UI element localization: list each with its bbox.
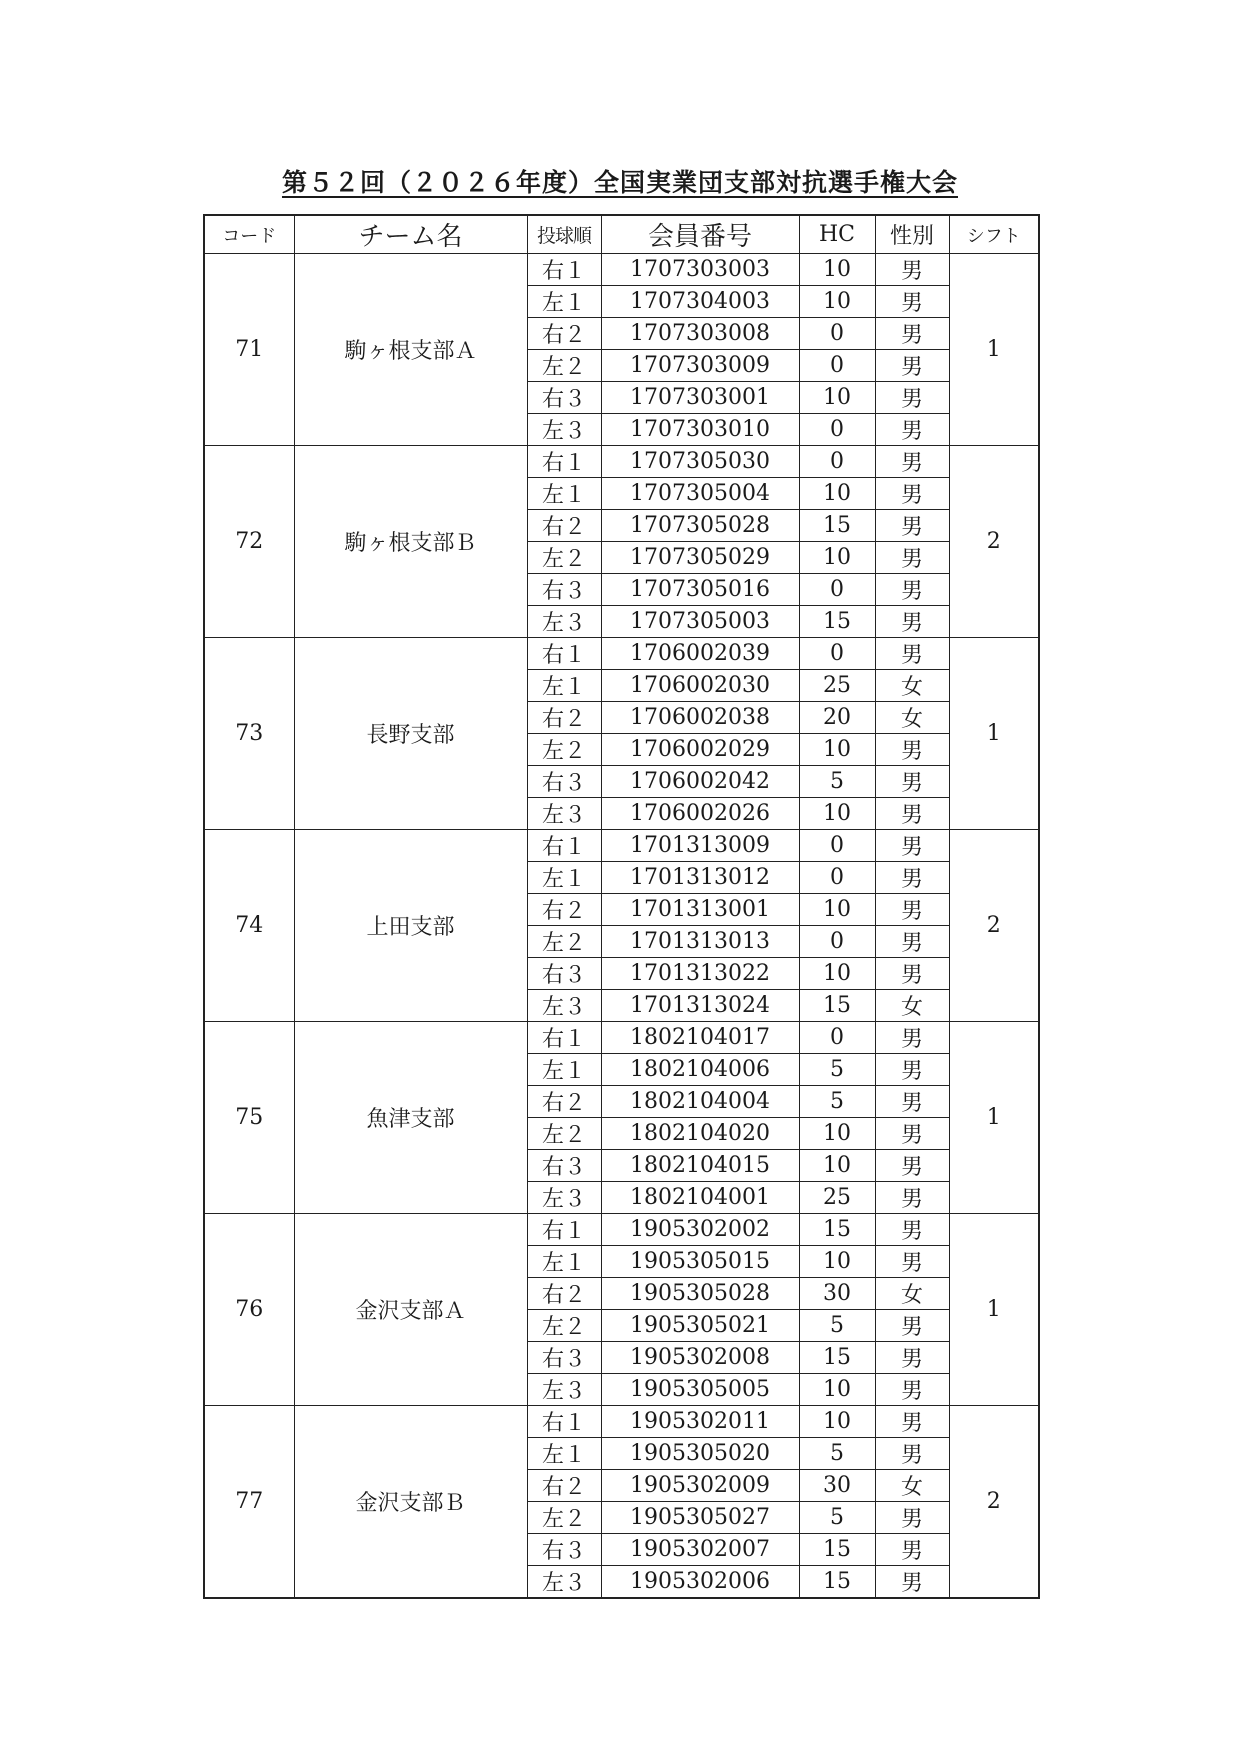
bowling-order: 右３: [527, 1150, 601, 1182]
bowling-order: 右２: [527, 510, 601, 542]
bowling-order: 左１: [527, 862, 601, 894]
member-number: 1905305015: [601, 1246, 799, 1278]
member-number: 1802104015: [601, 1150, 799, 1182]
sex: 男: [875, 542, 949, 574]
handicap: 5: [799, 766, 875, 798]
team-name: 長野支部: [294, 638, 527, 830]
handicap: 10: [799, 734, 875, 766]
member-number: 1905305027: [601, 1502, 799, 1534]
member-number: 1802104001: [601, 1182, 799, 1214]
team-name: 魚津支部: [294, 1022, 527, 1214]
bowling-order: 右１: [527, 1214, 601, 1246]
handicap: 15: [799, 606, 875, 638]
sex: 男: [875, 606, 949, 638]
handicap: 10: [799, 1150, 875, 1182]
member-number: 1707303001: [601, 382, 799, 414]
sex: 男: [875, 1150, 949, 1182]
sex: 男: [875, 1214, 949, 1246]
sex: 男: [875, 1022, 949, 1054]
sex: 男: [875, 510, 949, 542]
header-sex: 性別: [875, 215, 949, 254]
team-code: 72: [204, 446, 294, 638]
header-bowling-order: 投球順: [527, 215, 601, 254]
sex: 男: [875, 862, 949, 894]
sex: 男: [875, 382, 949, 414]
sex: 男: [875, 1502, 949, 1534]
sex: 男: [875, 1374, 949, 1406]
sex: 男: [875, 318, 949, 350]
member-number: 1905302008: [601, 1342, 799, 1374]
bowling-order: 左２: [527, 350, 601, 382]
member-number: 1701313009: [601, 830, 799, 862]
member-number: 1706002039: [601, 638, 799, 670]
member-number: 1707303003: [601, 254, 799, 286]
team-name: 駒ヶ根支部Ａ: [294, 254, 527, 446]
table-row: [204, 1406, 1039, 1438]
bowling-order: 左３: [527, 1182, 601, 1214]
bowling-order: 左１: [527, 478, 601, 510]
bowling-order: 左３: [527, 990, 601, 1022]
member-number: 1905302009: [601, 1470, 799, 1502]
sex: 女: [875, 702, 949, 734]
member-number: 1706002042: [601, 766, 799, 798]
handicap: 5: [799, 1054, 875, 1086]
bowling-order: 左１: [527, 670, 601, 702]
sex: 男: [875, 1342, 949, 1374]
handicap: 0: [799, 350, 875, 382]
member-number: 1905305028: [601, 1278, 799, 1310]
sex: 男: [875, 766, 949, 798]
team-code: 71: [204, 254, 294, 446]
sex: 男: [875, 926, 949, 958]
bowling-order: 左２: [527, 1118, 601, 1150]
sex: 女: [875, 670, 949, 702]
member-number: 1905302011: [601, 1406, 799, 1438]
sex: 男: [875, 254, 949, 286]
handicap: 0: [799, 862, 875, 894]
table-row: [204, 254, 1039, 286]
handicap: 10: [799, 286, 875, 318]
sex: 男: [875, 1246, 949, 1278]
team-name: 金沢支部Ｂ: [294, 1406, 527, 1599]
sex: 女: [875, 1470, 949, 1502]
handicap: 0: [799, 830, 875, 862]
header-handicap: HC: [799, 215, 875, 254]
bowling-order: 左１: [527, 1054, 601, 1086]
handicap: 5: [799, 1086, 875, 1118]
table-row: [204, 638, 1039, 670]
header-member-number: 会員番号: [601, 215, 799, 254]
member-number: 1905302007: [601, 1534, 799, 1566]
handicap: 10: [799, 798, 875, 830]
member-number: 1802104017: [601, 1022, 799, 1054]
bowling-order: 右２: [527, 1086, 601, 1118]
team-code: 74: [204, 830, 294, 1022]
sex: 男: [875, 830, 949, 862]
handicap: 5: [799, 1502, 875, 1534]
sex: 男: [875, 414, 949, 446]
handicap: 20: [799, 702, 875, 734]
shift: 1: [949, 1022, 1039, 1214]
sex: 男: [875, 286, 949, 318]
header-team-name: チーム名: [294, 215, 527, 254]
bowling-order: 左３: [527, 1566, 601, 1599]
member-number: 1701313001: [601, 894, 799, 926]
bowling-order: 右２: [527, 318, 601, 350]
handicap: 10: [799, 478, 875, 510]
header-row: [204, 215, 1039, 254]
bowling-order: 左３: [527, 1374, 601, 1406]
member-number: 1802104020: [601, 1118, 799, 1150]
bowling-order: 左３: [527, 798, 601, 830]
handicap: 15: [799, 1566, 875, 1599]
sex: 男: [875, 1118, 949, 1150]
sex: 男: [875, 638, 949, 670]
member-number: 1701313022: [601, 958, 799, 990]
bowling-order: 右３: [527, 574, 601, 606]
shift: 1: [949, 638, 1039, 830]
roster-body: [204, 254, 1039, 1599]
roster-table: [203, 214, 1040, 1599]
team-code: 76: [204, 1214, 294, 1406]
member-number: 1707303009: [601, 350, 799, 382]
bowling-order: 右３: [527, 382, 601, 414]
bowling-order: 右２: [527, 702, 601, 734]
sex: 男: [875, 798, 949, 830]
bowling-order: 左２: [527, 734, 601, 766]
member-number: 1802104006: [601, 1054, 799, 1086]
member-number: 1802104004: [601, 1086, 799, 1118]
member-number: 1905305021: [601, 1310, 799, 1342]
bowling-order: 左１: [527, 1246, 601, 1278]
table-row: [204, 1214, 1039, 1246]
handicap: 0: [799, 414, 875, 446]
member-number: 1905302002: [601, 1214, 799, 1246]
member-number: 1707303008: [601, 318, 799, 350]
handicap: 0: [799, 574, 875, 606]
handicap: 0: [799, 446, 875, 478]
document-title-text: 第５２回（２０２６年度）全国実業団支部対抗選手権大会: [281, 168, 958, 197]
handicap: 10: [799, 894, 875, 926]
sex: 男: [875, 1534, 949, 1566]
bowling-order: 右２: [527, 894, 601, 926]
document-title: [0, 163, 1240, 199]
member-number: 1707305004: [601, 478, 799, 510]
handicap: 30: [799, 1278, 875, 1310]
handicap: 0: [799, 318, 875, 350]
bowling-order: 右１: [527, 1022, 601, 1054]
handicap: 15: [799, 510, 875, 542]
team-code: 75: [204, 1022, 294, 1214]
bowling-order: 左３: [527, 414, 601, 446]
header-code: コード: [204, 215, 294, 254]
member-number: 1707303010: [601, 414, 799, 446]
shift: 2: [949, 830, 1039, 1022]
handicap: 30: [799, 1470, 875, 1502]
table-row: [204, 830, 1039, 862]
member-number: 1905305020: [601, 1438, 799, 1470]
handicap: 5: [799, 1438, 875, 1470]
member-number: 1905302006: [601, 1566, 799, 1599]
sex: 男: [875, 1182, 949, 1214]
handicap: 5: [799, 1310, 875, 1342]
member-number: 1706002038: [601, 702, 799, 734]
bowling-order: 右３: [527, 1342, 601, 1374]
sex: 女: [875, 1278, 949, 1310]
sex: 男: [875, 478, 949, 510]
sex: 男: [875, 734, 949, 766]
bowling-order: 右３: [527, 766, 601, 798]
member-number: 1706002030: [601, 670, 799, 702]
bowling-order: 右２: [527, 1470, 601, 1502]
bowling-order: 左２: [527, 542, 601, 574]
sex: 男: [875, 446, 949, 478]
sex: 男: [875, 1406, 949, 1438]
member-number: 1707305030: [601, 446, 799, 478]
sex: 男: [875, 1438, 949, 1470]
handicap: 0: [799, 638, 875, 670]
handicap: 10: [799, 542, 875, 574]
bowling-order: 右１: [527, 254, 601, 286]
bowling-order: 左２: [527, 926, 601, 958]
sex: 女: [875, 990, 949, 1022]
handicap: 15: [799, 990, 875, 1022]
team-name: 駒ヶ根支部Ｂ: [294, 446, 527, 638]
header-shift: シフト: [949, 215, 1039, 254]
handicap: 10: [799, 958, 875, 990]
member-number: 1707304003: [601, 286, 799, 318]
table-row: [204, 446, 1039, 478]
sex: 男: [875, 894, 949, 926]
handicap: 10: [799, 254, 875, 286]
member-number: 1707305028: [601, 510, 799, 542]
sex: 男: [875, 1086, 949, 1118]
sex: 男: [875, 574, 949, 606]
handicap: 10: [799, 1118, 875, 1150]
shift: 2: [949, 446, 1039, 638]
table-row: [204, 1022, 1039, 1054]
handicap: 15: [799, 1214, 875, 1246]
bowling-order: 右１: [527, 830, 601, 862]
shift: 1: [949, 254, 1039, 446]
handicap: 15: [799, 1534, 875, 1566]
sex: 男: [875, 1566, 949, 1599]
handicap: 10: [799, 1246, 875, 1278]
bowling-order: 左３: [527, 606, 601, 638]
shift: 2: [949, 1406, 1039, 1599]
team-code: 73: [204, 638, 294, 830]
member-number: 1707305003: [601, 606, 799, 638]
member-number: 1706002026: [601, 798, 799, 830]
sex: 男: [875, 1310, 949, 1342]
bowling-order: 右１: [527, 446, 601, 478]
sex: 男: [875, 1054, 949, 1086]
bowling-order: 右２: [527, 1278, 601, 1310]
member-number: 1701313012: [601, 862, 799, 894]
sex: 男: [875, 958, 949, 990]
handicap: 25: [799, 670, 875, 702]
bowling-order: 左２: [527, 1310, 601, 1342]
handicap: 10: [799, 1374, 875, 1406]
handicap: 25: [799, 1182, 875, 1214]
team-name: 上田支部: [294, 830, 527, 1022]
team-name: 金沢支部Ａ: [294, 1214, 527, 1406]
bowling-order: 右１: [527, 1406, 601, 1438]
member-number: 1707305016: [601, 574, 799, 606]
handicap: 0: [799, 926, 875, 958]
handicap: 0: [799, 1022, 875, 1054]
bowling-order: 右３: [527, 958, 601, 990]
shift: 1: [949, 1214, 1039, 1406]
member-number: 1701313024: [601, 990, 799, 1022]
handicap: 10: [799, 1406, 875, 1438]
handicap: 10: [799, 382, 875, 414]
team-code: 77: [204, 1406, 294, 1599]
sex: 男: [875, 350, 949, 382]
member-number: 1707305029: [601, 542, 799, 574]
bowling-order: 右３: [527, 1534, 601, 1566]
bowling-order: 左２: [527, 1502, 601, 1534]
bowling-order: 左１: [527, 1438, 601, 1470]
bowling-order: 右１: [527, 638, 601, 670]
member-number: 1905305005: [601, 1374, 799, 1406]
handicap: 15: [799, 1342, 875, 1374]
member-number: 1706002029: [601, 734, 799, 766]
bowling-order: 左１: [527, 286, 601, 318]
member-number: 1701313013: [601, 926, 799, 958]
